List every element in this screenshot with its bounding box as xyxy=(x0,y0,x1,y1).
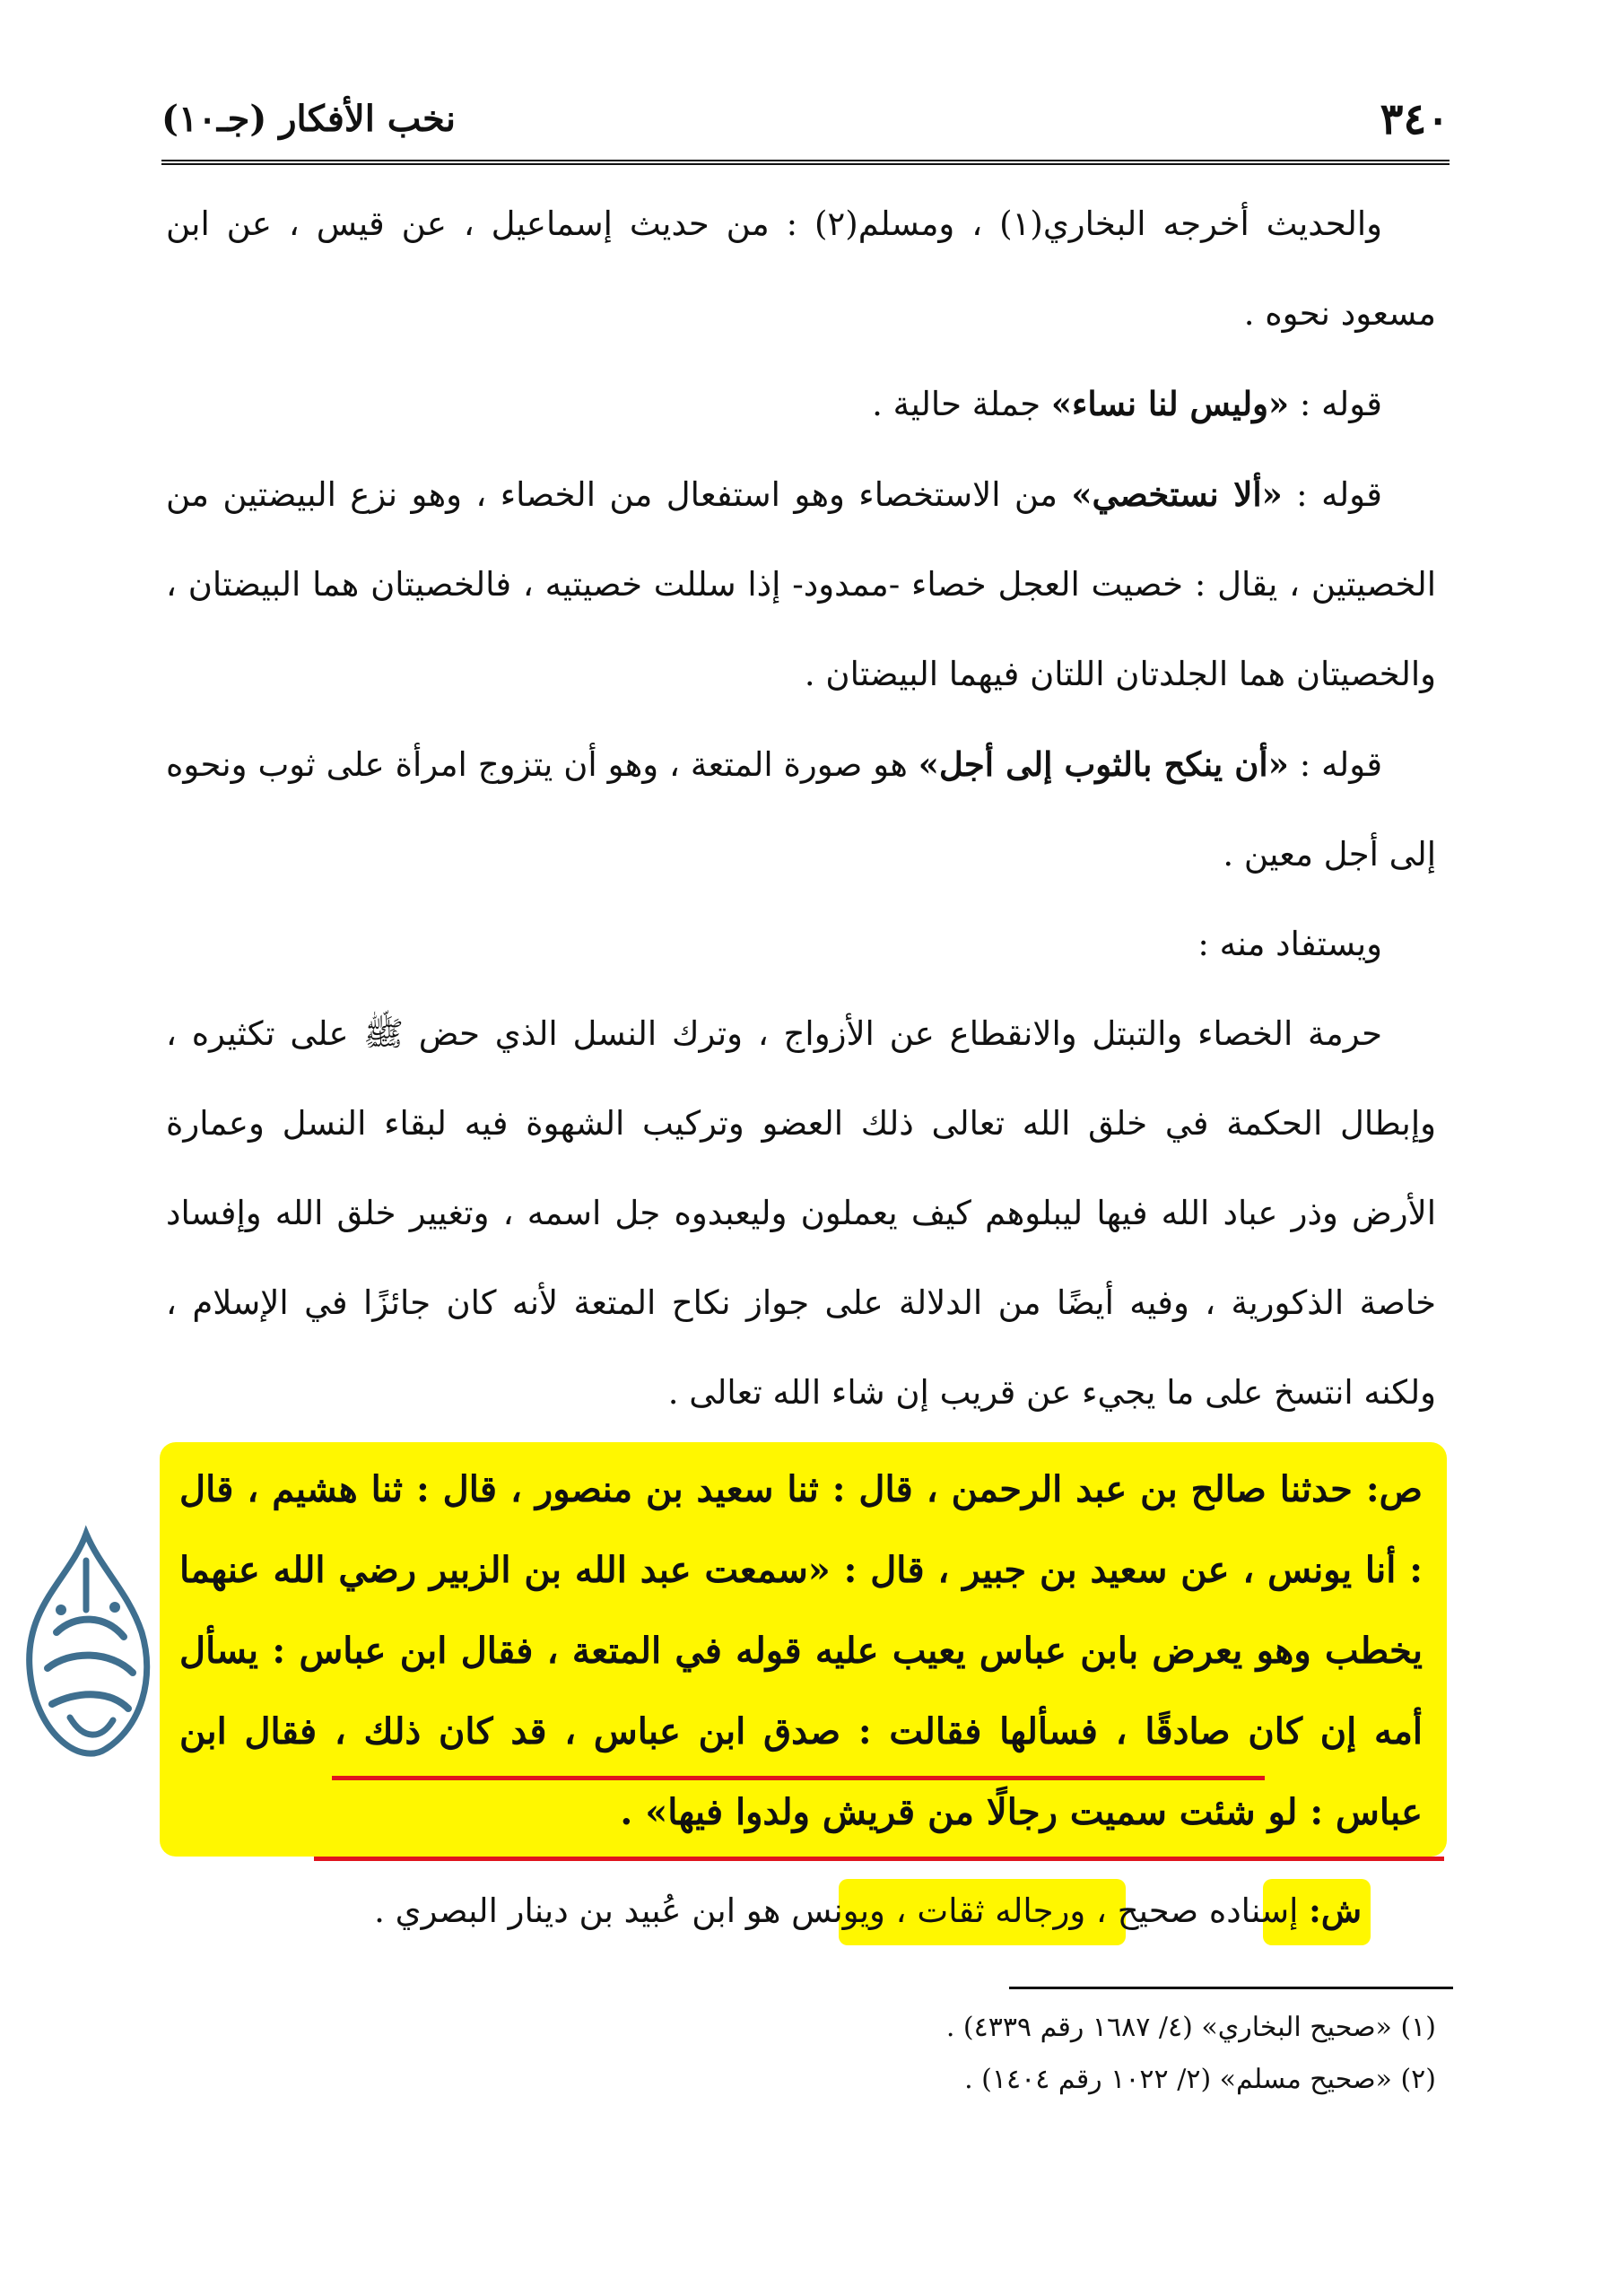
hadith-text: حدثنا صالح بن عبد الرحمن ، قال : ثنا سعيد بن منصور ، قال : ثنا هشيم ، قال : أنا يونس ، عن سعيد بن جبير ، قال : «سمعت عبد الله بن الزبير رضي الله عنهما يخطب وهو يعرض بابن عباس يعيب عليه قوله في المتعة ، فقال ابن عباس : يسأل أمه إن كان صادقًا ، فسألها فقالت : صدق ابن عباس ، قد كان ذلك ، فقال ابن عباس : لو شئت سميت رجالًا من قريش ولدوا فيها» . xyxy=(179,1468,1424,1833)
running-title: نخب الأفكار (جـ١٠) xyxy=(161,98,456,140)
paragraph-commentary-2: قوله : «ألا نستخصي» من الاستخصاء وهو استفعال من الخصاء ، وهو نزع البيضتين من الخصيتين ، يقال : خصيت العجل خصاء -ممدود- إذا سللت خصيتيه ، فالخصيتان هما البيضتان ، والخصيتان هما الجلدتان اللتان فيهما البيضتان . xyxy=(166,474,1436,693)
paragraph-hadith-source: والحديث أخرجه البخاري(١) ، ومسلم(٢) : من حديث إسماعيل ، عن قيس ، عن ابن مسعود نحوه . xyxy=(166,204,1436,333)
sad-marker: ص: xyxy=(1365,1468,1424,1510)
paragraph-commentary-3: قوله : «أن ينكح بالثوب إلى أجل» هو صورة المتعة ، وهو أن يتزوج امرأة على ثوب ونحوه إلى أجل معين . xyxy=(166,744,1436,874)
shin-marker: ش: xyxy=(1309,1891,1362,1930)
quoted-phrase: «ألا نستخصي» xyxy=(1071,474,1283,514)
red-underline-1 xyxy=(332,1776,1265,1780)
page-number: ٣٤٠ xyxy=(1380,94,1450,144)
footnotes xyxy=(166,2002,1436,2106)
paragraph-commentary-1: قوله : «وليس لنا نساء» جملة حالية . xyxy=(872,384,1382,423)
main-text xyxy=(166,179,1436,1438)
footnote-1: (١) «صحيح البخاري» (٤/ ١٦٨٧ رقم ٤٣٣٩) . xyxy=(945,2012,1436,2043)
calligraphy-seal-icon xyxy=(7,1525,165,1776)
red-underline-2 xyxy=(314,1857,1444,1861)
paragraph-benefits: حرمة الخصاء والتبتل والانقطاع عن الأزواج ، وترك النسل الذي حض ﷺ على تكثيره ، وإبطال الحكمة في خلق الله تعالى ذلك العضو وتركيب الشهوة فيه لبقاء النسل وعمارة الأرض وذر عباد الله فيها ليبلوهم كيف يعملون وليعبدوه جل اسمه ، وتغيير خلق الله وإفساد خاصة الذكورية ، وفيه أيضًا من الدلالة على جواز نكاح المتعة لأنه كان جائزًا في الإسلام ، ولكنه انتسخ على ما يجيء عن قريب إن شاء الله تعالى . xyxy=(166,1014,1436,1412)
footnote-2: (٢) «صحيح مسلم» (٢/ ١٠٢٢ رقم ١٤٠٤) . xyxy=(964,2064,1436,2095)
quoted-phrase: «أن ينكح بالثوب إلى أجل» xyxy=(918,744,1289,784)
sharh-text: إسناده صحيح ، ورجاله ثقات ، ويونس هو ابن عُبيد بن دينار البصري . xyxy=(374,1892,1299,1930)
footnote-rule xyxy=(1009,1987,1453,1989)
sharh-paragraph xyxy=(166,1866,1362,1956)
page-header xyxy=(161,94,1450,157)
paragraph-benefits-heading: ويستفاد منه : xyxy=(1197,925,1382,963)
highlighted-hadith xyxy=(179,1449,1423,1853)
quoted-phrase: «وليس لنا نساء» xyxy=(1050,384,1290,423)
header-rule xyxy=(161,160,1450,165)
